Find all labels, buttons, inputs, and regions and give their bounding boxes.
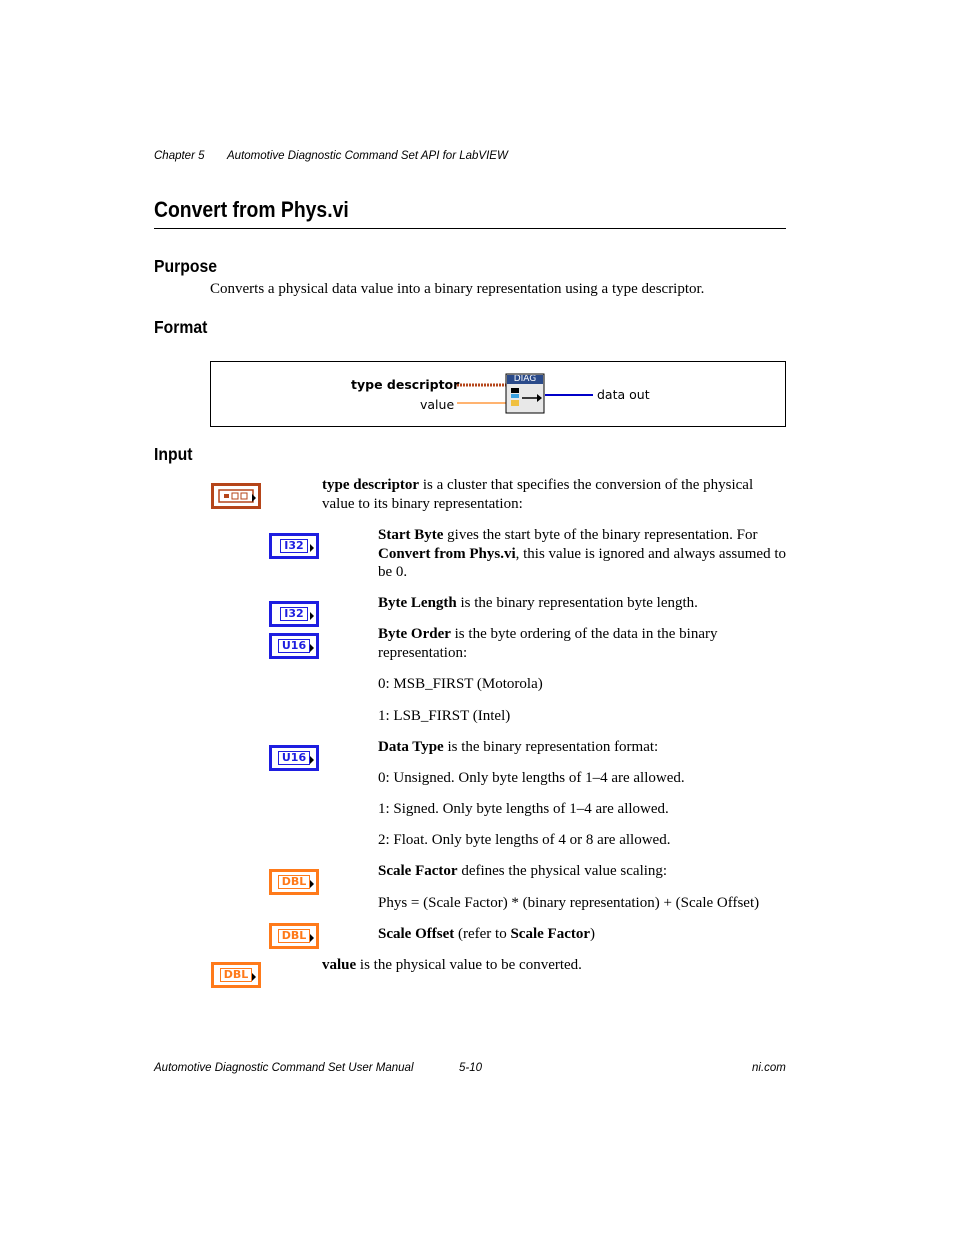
option-item: 0: MSB_FIRST (Motorola) [378,676,543,692]
param-desc: is the binary representation format: [443,739,659,755]
dbl-label: DBL [278,929,311,943]
header-chapter: Chapter 5 [154,150,205,162]
i32-label: I32 [280,539,307,553]
param-desc: gives the start byte of the binary representation. For [443,527,758,543]
node-label: DIAG [513,374,537,384]
param-data-type [378,738,786,757]
param-name: Scale Factor [378,863,458,879]
param-byte-order [378,625,786,662]
option-item: 0: Unsigned. Only byte lengths of 1–4 are allowed. [378,770,685,786]
i32-icon [269,533,319,559]
format-heading: Format [154,317,208,337]
option-item: 1: Signed. Only byte lengths of 1–4 are allowed. [378,801,669,817]
dbl-icon [211,962,261,988]
cluster-glyph [218,489,254,503]
param-desc-tail: ) [590,926,596,942]
dbl-icon [269,923,319,949]
terminal-type-descriptor: type descriptor [351,377,460,392]
u16-icon [269,745,319,771]
purpose-text: Converts a physical data value into a binary representation using a type descriptor. [210,281,705,297]
dbl-icon [269,869,319,895]
param-name: Byte Length [378,595,457,611]
page-title: Convert from Phys.vi [154,197,349,222]
param-name: type descriptor [322,477,420,493]
formula: Phys = (Scale Factor) * (binary representation) + (Scale Offset) [378,895,760,911]
diagram-wires [211,362,785,426]
param-desc: (refer to [454,926,511,942]
dbl-label: DBL [220,968,253,982]
option-item: 1: LSB_FIRST (Intel) [378,708,511,724]
param-desc: defines the physical value scaling: [457,863,668,879]
param-scale-offset [378,925,786,944]
u16-label: U16 [278,751,310,765]
input-heading: Input [154,444,193,464]
param-desc: is the byte ordering of the data in the binary representation: [378,626,718,661]
footer-site: ni.com [752,1062,786,1074]
title-rule [154,228,786,229]
param-desc: is the physical value to be converted. [356,957,582,973]
param-value [322,956,782,975]
param-name: Data Type [378,739,444,755]
output-arrow-icon [310,880,314,888]
footer-page: 5-10 [459,1062,483,1074]
terminal-data-out: data out [597,387,650,402]
purpose-heading: Purpose [154,256,218,276]
dbl-label: DBL [278,875,311,889]
param-name: Byte Order [378,626,451,642]
i32-icon [269,601,319,627]
option-item: 2: Float. Only byte lengths of 4 or 8 are allowed. [378,832,671,848]
u16-label: U16 [278,639,310,653]
output-arrow-icon [310,934,314,942]
param-ref: Scale Factor [510,926,591,942]
output-arrow-icon [310,756,314,764]
cluster-icon [211,483,261,509]
footer-manual: Automotive Diagnostic Command Set User Manual [154,1062,414,1074]
output-arrow-icon [252,973,256,981]
param-name: Start Byte [378,527,444,543]
param-desc: is the binary representation byte length. [456,595,698,611]
connector-diagram [210,361,786,427]
param-type-descriptor [322,476,782,513]
param-ref: Convert from Phys.vi [378,545,516,562]
output-arrow-icon [310,612,314,620]
param-name: value [322,957,357,973]
output-arrow-icon [252,494,256,502]
param-byte-length [378,594,786,613]
param-start-byte [378,526,786,582]
terminal-value: value [420,397,455,412]
param-name: Scale Offset [378,926,455,942]
i32-label: I32 [280,607,307,621]
u16-icon [269,633,319,659]
param-desc-tail: , this value is ignored and always assumed to be 0. [378,545,786,580]
header-section: Automotive Diagnostic Command Set API for LabVIEW [227,150,508,162]
output-arrow-icon [310,644,314,652]
output-arrow-icon [310,544,314,552]
param-desc: is a cluster that specifies the conversion of the physical value to its binary representation: [322,477,754,512]
param-scale-factor [378,862,786,881]
